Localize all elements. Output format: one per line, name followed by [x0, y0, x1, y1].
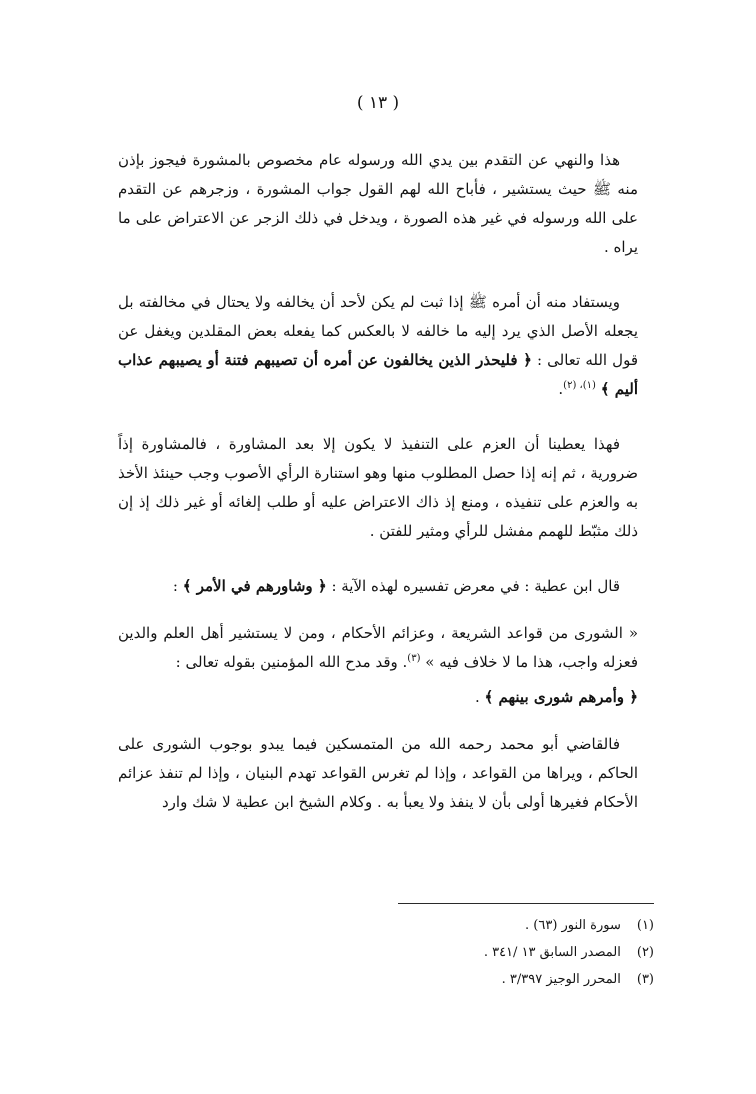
paragraph-7: فالقاضي أبو محمد رحمه الله من المتمسكين فيما يبدو بوجوب الشورى على الحاكم ، ويراها من القواعد ، وإذا لم تغرس القواعد تهدم البنيان ، وإذا لم تنفذ عزائم الأحكام فغيرها أولى بأن لا ينفذ ولا يعبأ به . وكلام الشيخ ابن عطية لا شك وارد	[118, 735, 638, 811]
footnote-text: سورة النور (٦٣) .	[525, 918, 621, 933]
footnote-number: (١)	[636, 918, 654, 933]
paragraph-6	[118, 683, 638, 712]
paragraph-5-after: . وقد مدح الله المؤمنين بقوله تعالى :	[175, 653, 408, 671]
paragraph-4-text: قال ابن عطية : في معرض تفسيره لهذه الآية :	[326, 577, 620, 595]
paragraph-4	[118, 572, 638, 601]
footnote-divider	[398, 903, 654, 904]
footnote-number: (٣)	[636, 972, 654, 987]
paragraph-3: فهذا يعطينا أن العزم على التنفيذ لا يكون إلا بعد المشاورة ، فالمشاورة إذاً ضرورية ، ثم إنه إذا حصل المطلوب منها وهو استنارة الرأي الأصوب وجب حينئذ الأخذ به والعزم على تنفيذه ، ومنع إذ ذاك الاعتراض عليه أو طلب إلغائه أو غير ذلك إذ إن ذلك مثبّط للهمم مفشل للرأي ومثير للفتن .	[118, 435, 638, 540]
quran-quote-2: ﴿ وشاورهم في الأمر ﴾	[182, 577, 327, 595]
paragraph-2-text: ويستفاد منه أن أمره ﷺ إذا ثبت لم يكن لأحد أن يخالفه ولا يحتال في مخالفته بل يجعله الأصل الذي يرد إليه ما خالفه لا بالعكس كما يفعله بعض المقلدين ويغفل عن قول الله تعالى :	[118, 293, 638, 369]
paragraph-2	[118, 288, 638, 404]
footnote-text: المحرر الوجيز ٣/٣٩٧ .	[501, 972, 621, 987]
paragraph-2-end: .	[558, 380, 564, 398]
page-number: ( ١٣ )	[356, 93, 400, 113]
paragraph-5	[118, 619, 638, 677]
main-text	[118, 146, 638, 843]
footnote-ref-1-2: (١)، (٢)	[563, 380, 596, 391]
footnote-ref-3: (٣)	[407, 653, 421, 664]
footnote-text: المصدر السابق ١٣ /٣٤١ .	[483, 945, 621, 960]
footnotes	[234, 912, 654, 993]
footnote-1	[234, 912, 654, 939]
footnote-2	[234, 939, 654, 966]
paragraph-4-end: :	[172, 577, 183, 595]
footnote-number: (٢)	[636, 945, 654, 960]
paragraph-6-end: .	[474, 688, 485, 706]
quran-quote-1: ﴿ فليحذر الذين يخالفون عن أمره أن تصيبهم فتنة أو يصيبهم عذاب أليم ﴾	[118, 351, 638, 398]
footnote-3	[234, 966, 654, 993]
quran-quote-3: ﴿ وأمرهم شورى بينهم ﴾	[484, 688, 638, 706]
ibn-atiyya-quote: « الشورى من قواعد الشريعة ، وعزائم الأحكام ، ومن لا يستشير أهل العلم والدين فعزله واجب، هذا ما لا خلاف فيه »	[118, 624, 638, 671]
paragraph-1: هذا والنهي عن التقدم بين يدي الله ورسوله عام مخصوص بالمشورة فيجوز بإذن منه ﷺ حيث يستشير ، فأباح الله لهم القول جواب المشورة ، وزجرهم عن التقدم على الله ورسوله في غير هذه الصورة ، ويدخل في ذلك الزجر عن الاعتراض على ما يراه .	[118, 151, 638, 256]
